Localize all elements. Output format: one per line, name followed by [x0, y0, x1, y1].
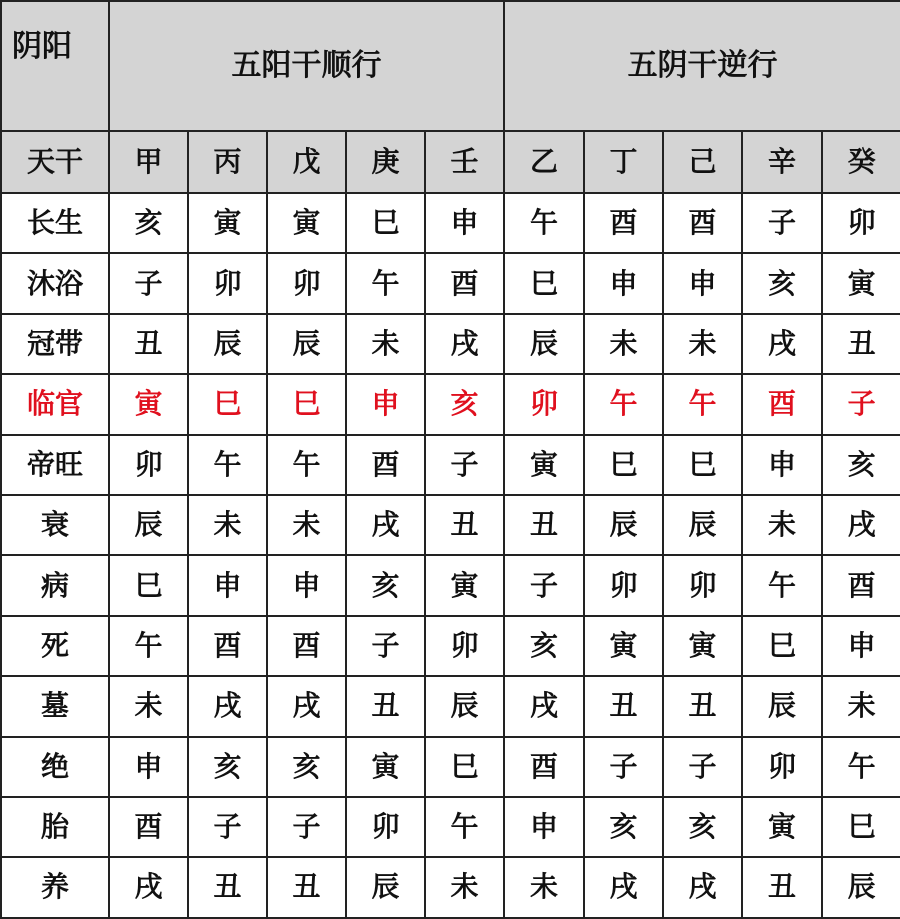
row-label: 病 [1, 555, 109, 615]
stem-cell: 癸 [822, 131, 900, 193]
branch-cell: 寅 [267, 193, 346, 253]
branch-cell: 寅 [663, 616, 742, 676]
branch-cell: 酉 [822, 555, 900, 615]
branch-cell: 巳 [742, 616, 822, 676]
branch-cell: 巳 [504, 253, 584, 313]
branch-cell: 丑 [584, 676, 663, 736]
branch-cell: 酉 [425, 253, 504, 313]
branch-cell: 丑 [346, 676, 425, 736]
branch-cell: 卯 [346, 797, 425, 857]
table-row [1, 616, 900, 676]
branch-cell: 辰 [267, 314, 346, 374]
stem-cell: 丙 [188, 131, 267, 193]
branch-cell: 丑 [742, 857, 822, 917]
row-label: 养 [1, 857, 109, 917]
stem-cell: 壬 [425, 131, 504, 193]
branch-cell: 卯 [109, 435, 188, 495]
stem-cell: 庚 [346, 131, 425, 193]
branch-cell: 巳 [663, 435, 742, 495]
table-row [1, 555, 900, 615]
branch-cell: 酉 [742, 374, 822, 434]
stem-cell: 戊 [267, 131, 346, 193]
row-label: 衰 [1, 495, 109, 555]
branch-cell: 亥 [504, 616, 584, 676]
branch-cell: 戌 [742, 314, 822, 374]
branch-cell: 子 [663, 737, 742, 797]
branch-cell: 丑 [663, 676, 742, 736]
stem-cell: 辛 [742, 131, 822, 193]
stem-cell: 己 [663, 131, 742, 193]
branch-cell: 未 [822, 676, 900, 736]
branch-cell: 午 [584, 374, 663, 434]
branch-cell: 申 [742, 435, 822, 495]
branch-cell: 未 [188, 495, 267, 555]
branch-cell: 子 [822, 374, 900, 434]
branch-cell: 卯 [425, 616, 504, 676]
branch-cell: 寅 [822, 253, 900, 313]
branch-cell: 巳 [425, 737, 504, 797]
header-row [1, 1, 900, 131]
branch-cell: 午 [425, 797, 504, 857]
row-label: 胎 [1, 797, 109, 857]
branch-cell: 子 [504, 555, 584, 615]
branch-cell: 申 [109, 737, 188, 797]
branch-cell: 寅 [504, 435, 584, 495]
branch-cell: 未 [504, 857, 584, 917]
stem-cell: 乙 [504, 131, 584, 193]
branch-cell: 亥 [584, 797, 663, 857]
branch-cell: 戌 [425, 314, 504, 374]
branch-cell: 寅 [742, 797, 822, 857]
branch-cell: 申 [663, 253, 742, 313]
branch-cell: 丑 [267, 857, 346, 917]
table-row [1, 435, 900, 495]
row-label: 长生 [1, 193, 109, 253]
branch-cell: 午 [188, 435, 267, 495]
row-label: 墓 [1, 676, 109, 736]
row-label: 冠带 [1, 314, 109, 374]
branch-cell: 辰 [742, 676, 822, 736]
branch-cell: 卯 [267, 253, 346, 313]
branch-cell: 巳 [822, 797, 900, 857]
branch-cell: 申 [822, 616, 900, 676]
branch-cell: 辰 [425, 676, 504, 736]
stems-row-label: 天干 [1, 131, 109, 193]
branch-cell: 卯 [663, 555, 742, 615]
yinyang-label: 阴阳 [1, 1, 109, 131]
branch-cell: 戌 [822, 495, 900, 555]
branch-cell: 卯 [742, 737, 822, 797]
row-label: 死 [1, 616, 109, 676]
branch-cell: 戌 [267, 676, 346, 736]
branch-cell: 亥 [346, 555, 425, 615]
branch-cell: 亥 [742, 253, 822, 313]
branch-cell: 午 [663, 374, 742, 434]
branch-cell: 巳 [188, 374, 267, 434]
branch-cell: 未 [346, 314, 425, 374]
branch-cell: 酉 [109, 797, 188, 857]
branch-cell: 午 [822, 737, 900, 797]
branch-cell: 丑 [504, 495, 584, 555]
table-row [1, 676, 900, 736]
table-row [1, 314, 900, 374]
branch-cell: 午 [267, 435, 346, 495]
branch-cell: 子 [188, 797, 267, 857]
branch-cell: 酉 [584, 193, 663, 253]
branch-cell: 戌 [584, 857, 663, 917]
branch-cell: 子 [742, 193, 822, 253]
branch-cell: 午 [346, 253, 425, 313]
branch-cell: 卯 [822, 193, 900, 253]
stem-cell: 甲 [109, 131, 188, 193]
branch-cell: 辰 [822, 857, 900, 917]
branch-cell: 巳 [584, 435, 663, 495]
branch-cell: 未 [425, 857, 504, 917]
table-row [1, 253, 900, 313]
branch-cell: 子 [346, 616, 425, 676]
branch-cell: 卯 [584, 555, 663, 615]
branch-cell: 寅 [188, 193, 267, 253]
stems-row [1, 131, 900, 193]
branch-cell: 申 [504, 797, 584, 857]
branch-cell: 寅 [109, 374, 188, 434]
branch-cell: 辰 [188, 314, 267, 374]
table-row [1, 495, 900, 555]
yang-group-header: 五阳干顺行 [109, 1, 504, 131]
branch-cell: 戌 [188, 676, 267, 736]
branch-cell: 戌 [346, 495, 425, 555]
branch-cell: 酉 [267, 616, 346, 676]
branch-cell: 巳 [109, 555, 188, 615]
branch-cell: 卯 [188, 253, 267, 313]
branch-cell: 巳 [346, 193, 425, 253]
branch-cell: 酉 [188, 616, 267, 676]
branch-cell: 辰 [109, 495, 188, 555]
branch-cell: 酉 [504, 737, 584, 797]
table-row [1, 857, 900, 917]
branch-cell: 亥 [425, 374, 504, 434]
branch-cell: 午 [742, 555, 822, 615]
branch-cell: 亥 [822, 435, 900, 495]
branch-cell: 未 [109, 676, 188, 736]
branch-cell: 午 [109, 616, 188, 676]
table-row [1, 737, 900, 797]
branch-cell: 亥 [109, 193, 188, 253]
branch-cell: 亥 [663, 797, 742, 857]
branch-cell: 申 [425, 193, 504, 253]
branch-cell: 戌 [504, 676, 584, 736]
branch-cell: 子 [425, 435, 504, 495]
row-label: 沐浴 [1, 253, 109, 313]
yin-group-header: 五阴干逆行 [504, 1, 900, 131]
branch-cell: 子 [109, 253, 188, 313]
branch-cell: 丑 [822, 314, 900, 374]
branch-cell: 巳 [267, 374, 346, 434]
branch-cell: 申 [346, 374, 425, 434]
branch-cell: 申 [584, 253, 663, 313]
branch-cell: 寅 [346, 737, 425, 797]
branch-cell: 亥 [267, 737, 346, 797]
branch-cell: 戌 [663, 857, 742, 917]
branch-cell: 子 [584, 737, 663, 797]
branch-cell: 酉 [663, 193, 742, 253]
branch-cell: 午 [504, 193, 584, 253]
row-label: 临官 [1, 374, 109, 434]
branch-cell: 未 [742, 495, 822, 555]
table-row [1, 374, 900, 434]
branch-cell: 丑 [425, 495, 504, 555]
branch-cell: 未 [267, 495, 346, 555]
branch-cell: 酉 [346, 435, 425, 495]
branch-cell: 亥 [188, 737, 267, 797]
table-row [1, 193, 900, 253]
branch-cell: 未 [663, 314, 742, 374]
branch-cell: 未 [584, 314, 663, 374]
branch-cell: 辰 [346, 857, 425, 917]
branch-cell: 辰 [504, 314, 584, 374]
branch-cell: 申 [188, 555, 267, 615]
branch-cell: 子 [267, 797, 346, 857]
branch-cell: 申 [267, 555, 346, 615]
row-label: 帝旺 [1, 435, 109, 495]
branch-cell: 丑 [109, 314, 188, 374]
stem-cell: 丁 [584, 131, 663, 193]
branch-cell: 辰 [663, 495, 742, 555]
table-row [1, 797, 900, 857]
row-label: 绝 [1, 737, 109, 797]
branch-cell: 寅 [584, 616, 663, 676]
branch-cell: 丑 [188, 857, 267, 917]
branch-cell: 辰 [584, 495, 663, 555]
branch-cell: 卯 [504, 374, 584, 434]
branch-cell: 戌 [109, 857, 188, 917]
branch-cell: 寅 [425, 555, 504, 615]
